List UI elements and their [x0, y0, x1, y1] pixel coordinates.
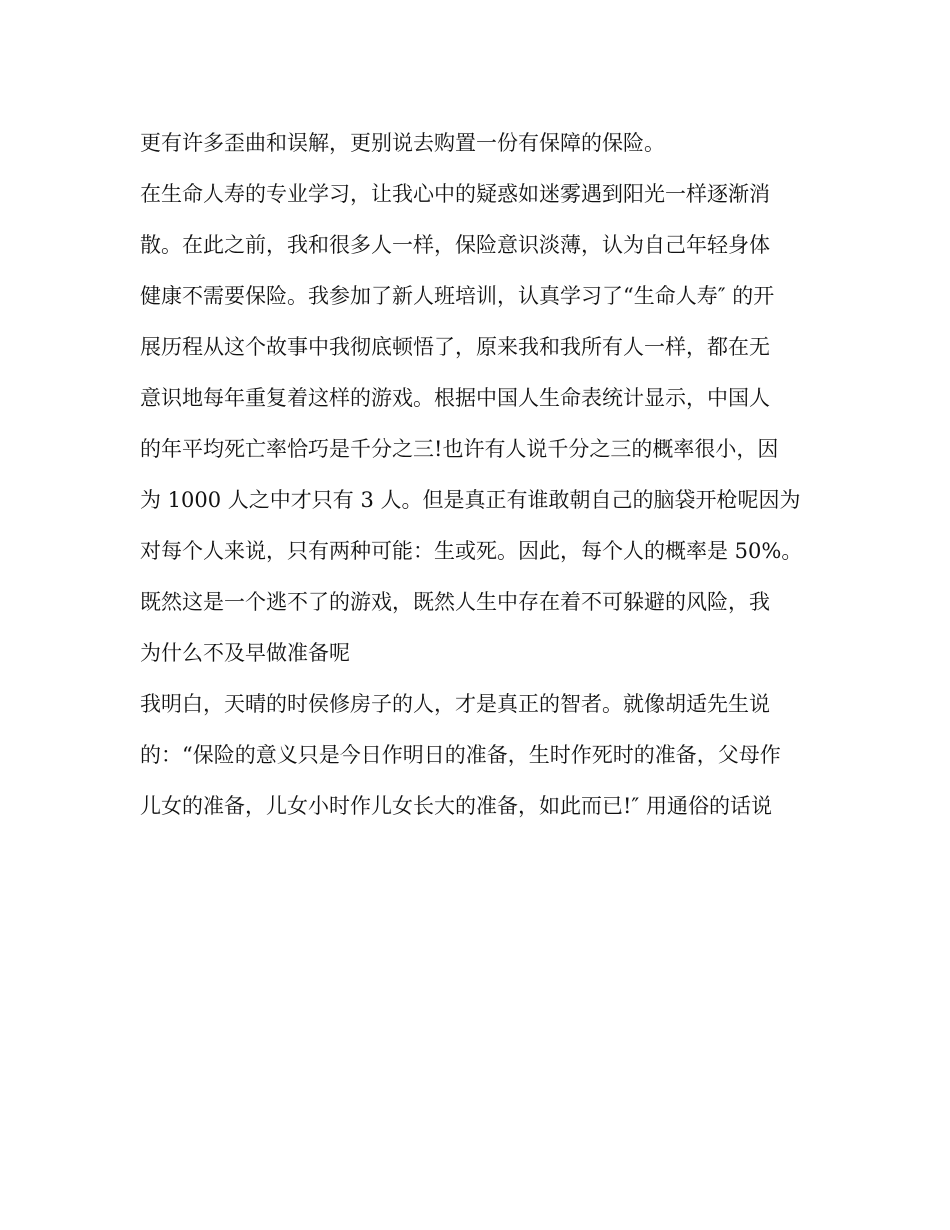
text-line: 为 1000 人之中才只有 3 人。但是真正有谁敢朝自己的脑袋开枪呢因为 [140, 488, 801, 512]
text-line: 散。在此之前，我和很多人一样，保险意识淡薄，认为自己年轻身体 [140, 233, 770, 257]
text-line: 更有许多歪曲和误解，更别说去购置一份有保障的保险。 [140, 131, 665, 155]
text-line: 展历程从这个故事中我彻底顿悟了，原来我和我所有人一样，都在无 [140, 335, 770, 359]
text-line: 在生命人寿的专业学习，让我心中的疑惑如迷雾遇到阳光一样逐渐消 [140, 182, 770, 206]
text-line: 为什么不及早做准备呢 [140, 641, 350, 665]
text-line: 对每个人来说，只有两种可能：生或死。因此，每个人的概率是 50%。 [140, 539, 803, 563]
text-line: 既然这是一个逃不了的游戏，既然人生中存在着不可躲避的风险，我 [140, 590, 770, 614]
text-line: 意识地每年重复着这样的游戏。根据中国人生命表统计显示，中国人 [140, 386, 770, 410]
text-line: 的：“保险的意义只是今日作明日的准备，生时作死时的准备，父母作 [140, 743, 781, 767]
text-line: 儿女的准备，儿女小时作儿女长大的准备，如此而已!″ 用通俗的话说 [140, 794, 772, 818]
document-body [140, 118, 820, 832]
text-line: 健康不需要保险。我参加了新人班培训，认真学习了“生命人寿″ 的开 [140, 284, 775, 308]
text-line: 我明白，天晴的时侯修房子的人，才是真正的智者。就像胡适先生说 [140, 692, 770, 716]
text-line: 的年平均死亡率恰巧是千分之三!也许有人说千分之三的概率很小，因 [140, 437, 779, 461]
